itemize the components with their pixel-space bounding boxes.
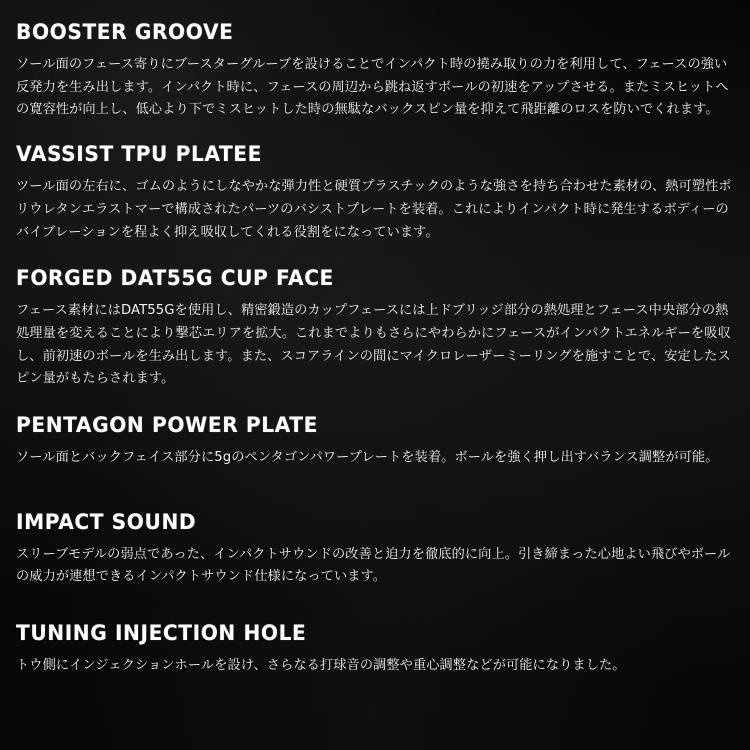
section-body: ソール面のフェース寄りにブースターグルーブを設けることでインパクト時の撓み取りの力を利用して、フェースの強い反発力を生み出します。インパクト時に、フェースの周辺から跳ね返すボールの初速をアップさせる。またミスヒットへの寛容性が向上し、低心より下でミスヒットした時の無駄なバックスピン量を抑えて飛距離のロスを防いでくれます。 — [16, 57, 729, 118]
section-body: ツール面の左右に、ゴムのようにしなやかな弾力性と硬質プラスチックのような強さを持ち合わせた素材の、熱可塑性ポリウレタンエラストマーで構成されたパーツのバシストプレートを装着。これによりインパクト時に発生するボディーのバイブレーションを程よく抑え吸収してくれる役割をになっています。 — [16, 179, 732, 240]
section-title: BOOSTER GROOVE — [16, 20, 234, 44]
feature-section-vassist-tpu-plate — [16, 142, 734, 244]
feature-section-impact-sound — [16, 510, 734, 589]
section-body: スリーブモデルの弱点であった、インパクトサウンドの改善と迫力を徹底的に向上。引き締まった心地よい飛びやボールの威力が連想できるインパクトサウンド仕様になっています。 — [16, 546, 731, 585]
content-container — [16, 20, 734, 678]
section-body: フェース素材にはDAT55Gを使用し、精密鍛造のカップフェースには上ドブリッジ部分の熱処理とフェース中央部分の熱処理量を変えることにより撃芯エリアを拡大。これまでよりもさらにやわらかにフェースがインパクトエネルギーを吸収し、前初速のボールを生み出します。また、スコアラインの間にマイクロレーザーミーリングを施すことで、安定したスピン量がもたらされます。 — [16, 303, 731, 387]
feature-section-forged-dat55g-cup-face — [16, 266, 734, 391]
section-title: FORGED DAT55G CUP FACE — [16, 266, 334, 291]
section-body: トウ側にインジェクションホールを設け、さらなる打球音の調整や重心調整などが可能になりました。 — [16, 658, 626, 674]
section-title: VASSIST TPU PLATEE — [16, 142, 262, 167]
section-title: PENTAGON POWER PLATE — [16, 413, 318, 438]
feature-section-tuning-injection-hole — [16, 621, 734, 678]
section-body: ソール面とバックフェイス部分に5gのペンタゴンパワープレートを装着。ボールを強く押し出すバランス調整が可能。 — [16, 450, 719, 466]
section-title: TUNING INJECTION HOLE — [16, 621, 307, 646]
feature-section-pentagon-power-plate — [16, 413, 734, 470]
feature-section-booster-groove — [16, 20, 734, 122]
section-title: IMPACT SOUND — [16, 509, 197, 534]
